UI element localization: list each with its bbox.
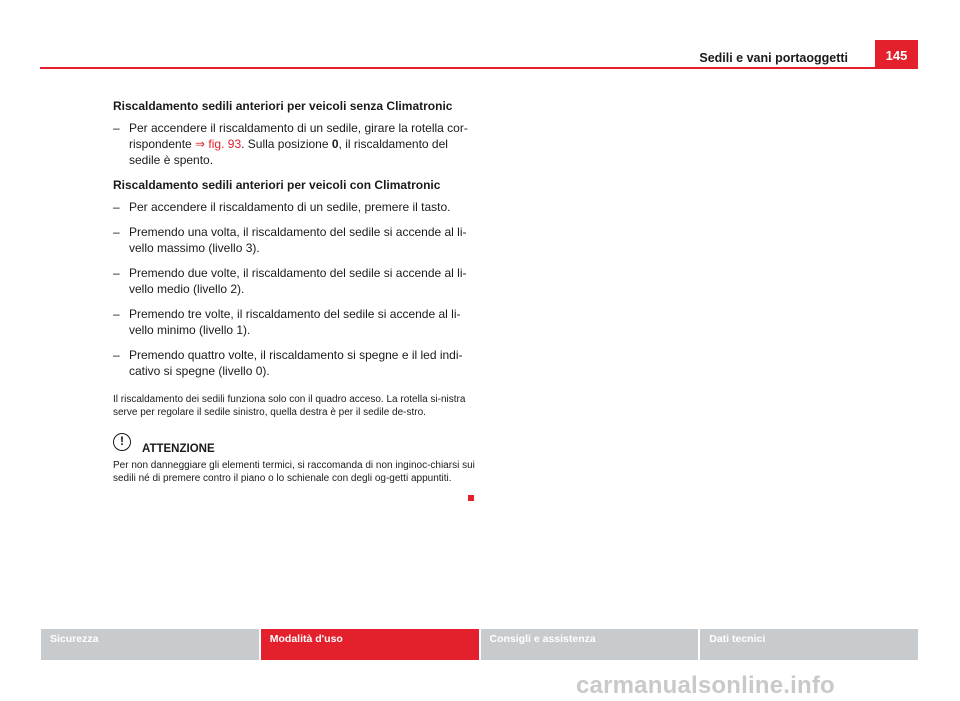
dash: –	[113, 121, 120, 135]
tab-modalita-duso[interactable]: Modalità d'uso	[261, 629, 479, 660]
list-item	[113, 199, 475, 215]
warning-text: Per non danneggiare gli elementi termici, si raccomanda di non inginoc-chiarsi sui sedili né di premere contro il piano o lo schienale con degli og-getti appuntiti.	[113, 460, 475, 484]
watermark: carmanualsonline.info	[576, 672, 835, 699]
list-item	[113, 224, 475, 256]
tab-consigli-assistenza[interactable]: Consigli e assistenza	[481, 629, 699, 660]
warning-label: ATTENZIONE	[142, 443, 215, 455]
warning-header	[113, 433, 475, 459]
list-item	[113, 306, 475, 338]
figure-link[interactable]: ⇒ fig. 93	[195, 137, 242, 151]
dash: –	[113, 348, 120, 362]
item-text: Per accendere il riscaldamento di un sedile, premere il tasto.	[129, 200, 451, 214]
item-text: . Sulla posizione	[241, 137, 332, 151]
section-heading: Riscaldamento sedili anteriori per veicoli senza Climatronic	[113, 99, 453, 113]
tab-sicurezza[interactable]: Sicurezza	[41, 629, 259, 660]
item-text: Per accendere il riscaldamento di un sedile, girare la rotella cor-rispondente	[129, 121, 468, 151]
dash: –	[113, 225, 120, 239]
section-heading: Riscaldamento sedili anteriori per veicoli con Climatronic	[113, 178, 441, 192]
item-text: Premendo quattro volte, il riscaldamento si spegne e il led indi-cativo si spegne (livello 0).	[129, 348, 463, 378]
footer-nav	[41, 629, 918, 660]
content	[113, 98, 475, 485]
header-rule	[40, 67, 918, 69]
dash: –	[113, 200, 120, 214]
note-text: Il riscaldamento dei sedili funziona solo con il quadro acceso. La rotella si-nistra serve per regolare il sedile sinistro, quella destra è per il sedile de-stro.	[113, 394, 466, 418]
page-number-badge: 145	[875, 40, 918, 68]
warning-icon: !	[113, 433, 131, 451]
header-title: Sedili e vani portaoggetti	[699, 51, 848, 65]
dash: –	[113, 266, 120, 280]
item-text: Premendo una volta, il riscaldamento del sedile si accende al li-vello massimo (livello 3).	[129, 225, 467, 255]
end-of-section-marker	[468, 495, 474, 501]
item-bold: 0	[331, 137, 339, 151]
dash: –	[113, 307, 120, 321]
tab-dati-tecnici[interactable]: Dati tecnici	[700, 629, 918, 660]
item-text: , il riscaldamento del sedile è spento.	[129, 137, 448, 167]
list-item	[113, 120, 475, 168]
list-item	[113, 265, 475, 297]
list-item	[113, 347, 475, 379]
item-text: Premendo due volte, il riscaldamento del sedile si accende al li-vello medio (livello 2).	[129, 266, 467, 296]
item-text: Premendo tre volte, il riscaldamento del sedile si accende al li-vello minimo (livello 1).	[129, 307, 461, 337]
